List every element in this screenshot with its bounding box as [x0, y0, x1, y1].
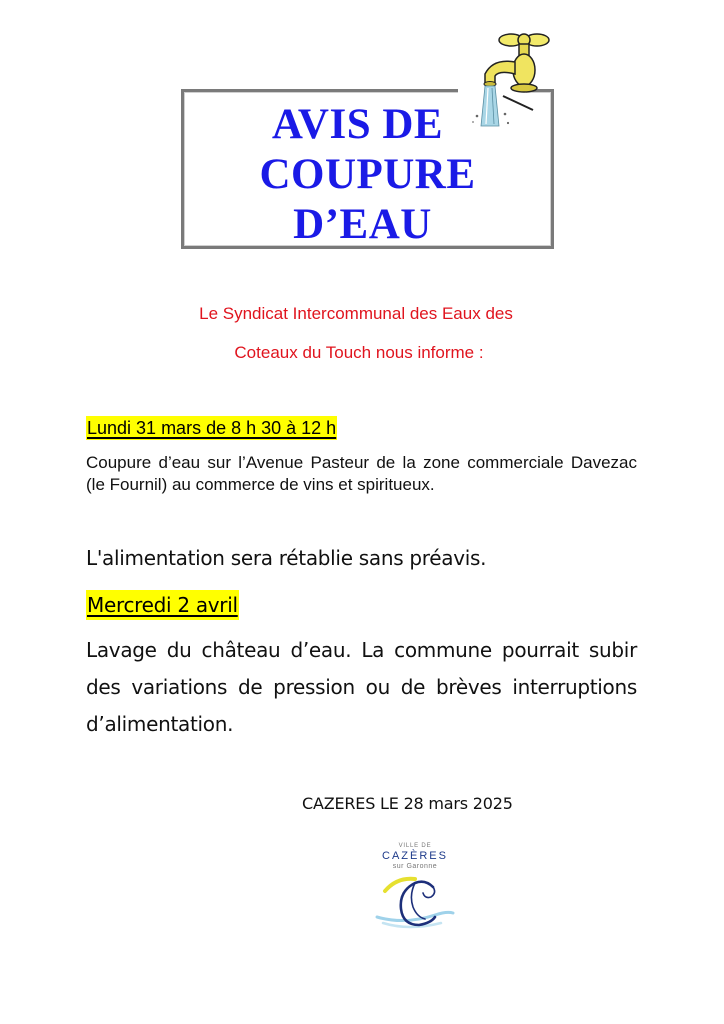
logo-town-name: CAZÈRES: [382, 850, 448, 862]
notice1-restore-text: L'alimentation sera rétablie sans préavis.: [86, 546, 487, 570]
title-line-3: D’EAU: [293, 201, 432, 248]
intro-line-1: Le Syndicat Intercommunal des Eaux des: [199, 304, 513, 323]
notice2-body: Lavage du château d’eau. La commune pourrait subir des variations de pression ou de brèves interruptions d’alimentation.: [86, 638, 637, 736]
logo-subtitle: sur Garonne: [392, 863, 438, 870]
notice1-body: Coupure d’eau sur l’Avenue Pasteur de la zone commerciale Davezac (le Fournil) au commerce de vins et spiritueux.: [86, 453, 637, 494]
cazeres-c-emblem-icon: [375, 873, 455, 935]
water-faucet-icon: [455, 18, 565, 128]
title-line-2: COUPURE: [259, 151, 476, 198]
cazeres-logo: [370, 843, 460, 938]
intro-line-2: Coteaux du Touch nous informe :: [234, 343, 484, 362]
notice2-heading: Mercredi 2 avril: [86, 590, 239, 620]
logo-ville-de: VILLE DE: [398, 843, 432, 849]
signature-date: CAZERES LE 28 mars 2025: [302, 794, 513, 813]
title-line-1: AVIS DE: [271, 101, 444, 148]
notice1-heading: Lundi 31 mars de 8 h 30 à 12 h: [87, 418, 337, 438]
